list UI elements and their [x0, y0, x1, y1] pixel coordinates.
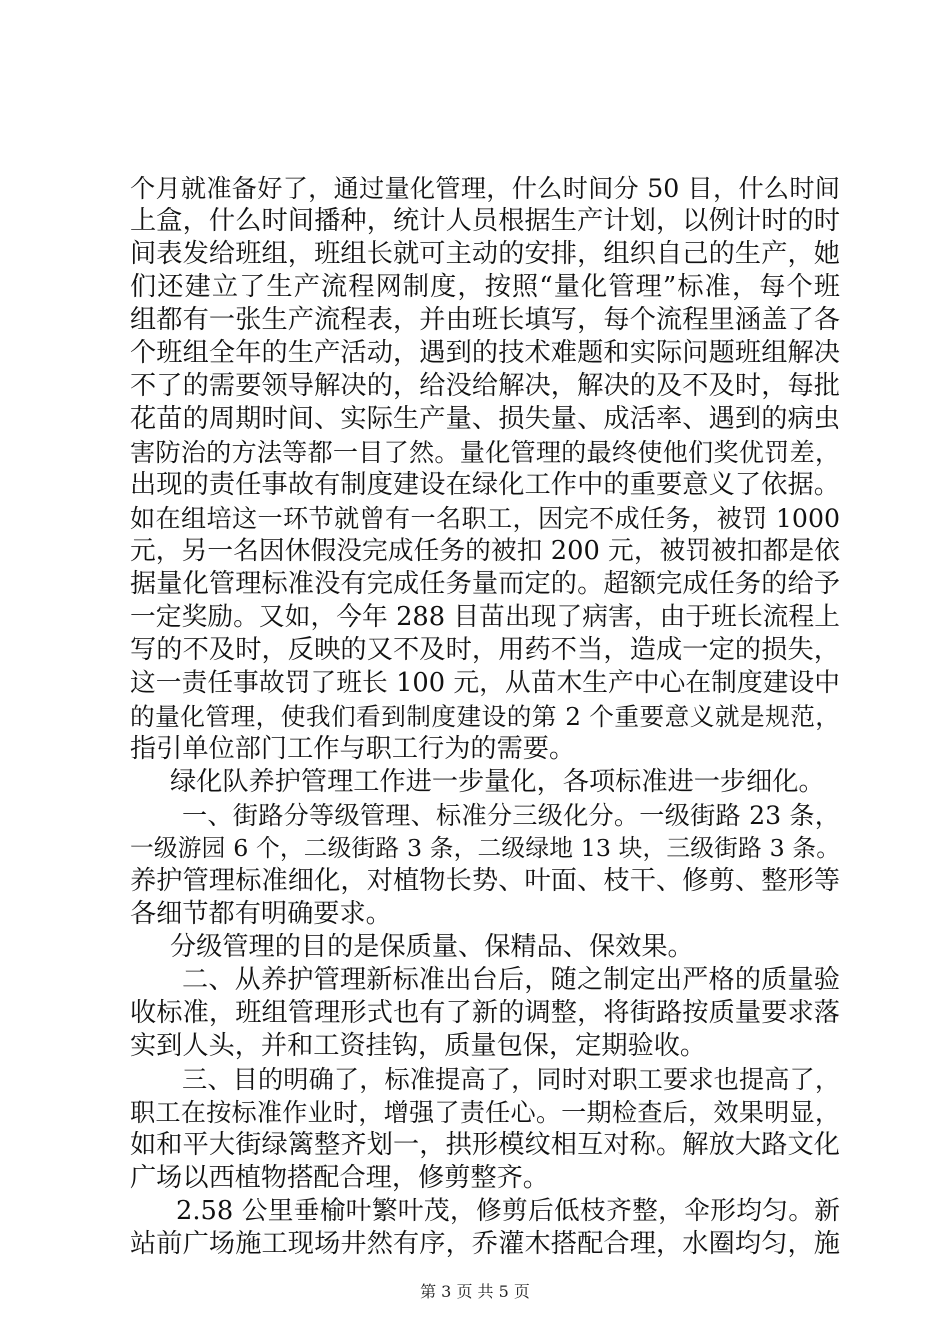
text-line: 间表发给班组，班组长就可主动的安排，组织自己的生产，她: [130, 239, 840, 269]
text-line: 的量化管理，使我们看到制度建设的第 2 个重要意义就是规范，: [130, 702, 840, 731]
text-line: 一定奖励。又如，今年 288 目苗出现了病害，由于班长流程上: [130, 602, 840, 632]
text-line: 元，另一名因休假没完成任务的被扣 200 元，被罚被扣都是依: [130, 536, 840, 566]
text-line: 出现的责任事故有制度建设在绿化工作中的重要意义了依据。: [130, 470, 840, 500]
text-line: 职工在按标准作业时，增强了责任心。一期检查后，效果明显，: [130, 1098, 840, 1127]
text-line: 如和平大街绿篱整齐划一，拱形模纹相互对称。解放大路文化: [130, 1130, 840, 1160]
text-line: 组都有一张生产流程表，并由班长填写，每个流程里涵盖了各: [130, 305, 840, 335]
text-line: 三、目的明确了，标准提高了，同时对职工要求也提高了，: [182, 1065, 840, 1094]
text-line: 绿化队养护管理工作进一步量化，各项标准进一步细化。: [170, 767, 825, 797]
text-line: 指引单位部门工作与职工行为的需要。: [130, 734, 576, 764]
text-line: 个月就准备好了，通过量化管理，什么时间分 50 目，什么时间: [130, 174, 840, 203]
text-line: 据量化管理标准没有完成任务量而定的。超额完成任务的给予: [130, 569, 840, 599]
text-line: 各细节都有明确要求。: [130, 899, 392, 929]
body-text: [130, 172, 840, 1261]
text-line: 害防治的方法等都一目了然。量化管理的最终使他们奖优罚差，: [130, 438, 840, 467]
text-line: 这一责任事故罚了班长 100 元，从苗木生产中心在制度建设中: [130, 668, 840, 698]
text-line: 广场以西植物搭配合理，修剪整齐。: [130, 1163, 549, 1193]
text-line: 收标准，班组管理形式也有了新的调整，将街路按质量要求落: [130, 998, 840, 1028]
text-line: 如在组培这一环节就曾有一名职工，因完不成任务，被罚 1000: [130, 504, 840, 533]
text-line: 写的不及时，反映的又不及时，用药不当，造成一定的损失，: [130, 635, 840, 665]
text-line: 上盒，什么时间播种，统计人员根据生产计划，以例计时的时: [130, 206, 840, 236]
text-line: 2.58 公里垂榆叶繁叶茂，修剪后低枝齐整，伞形均匀。新: [176, 1196, 840, 1226]
text-line: 二、从养护管理新标准出台后，随之制定出严格的质量验: [182, 965, 840, 995]
text-line: 养护管理标准细化，对植物长势、叶面、枝干、修剪、整形等: [130, 866, 840, 896]
text-line: 一、街路分等级管理、标准分三级化分。一级街路 23 条，: [182, 801, 840, 830]
text-line: 花苗的周期时间、实际生产量、损失量、成活率、遇到的病虫: [130, 404, 840, 434]
text-line: 不了的需要领导解决的，给没给解决，解决的及不及时，每批: [130, 371, 840, 401]
text-line: 们还建立了生产流程网制度，按照“量化管理”标准，每个班: [130, 272, 840, 302]
text-line: 实到人头，并和工资挂钩，质量包保，定期验收。: [130, 1031, 707, 1061]
page-number: 第 3 页 共 5 页: [420, 1282, 530, 1301]
text-line: 分级管理的目的是保质量、保精品、保效果。: [170, 932, 694, 962]
text-line: 站前广场施工现场井然有序，乔灌木搭配合理，水圈均匀，施: [130, 1229, 840, 1259]
text-line: 个班组全年的生产活动，遇到的技术难题和实际问题班组解决: [130, 338, 840, 368]
text-line: 一级游园 6 个，二级街路 3 条，二级绿地 13 块，三级街路 3 条。: [130, 834, 840, 862]
